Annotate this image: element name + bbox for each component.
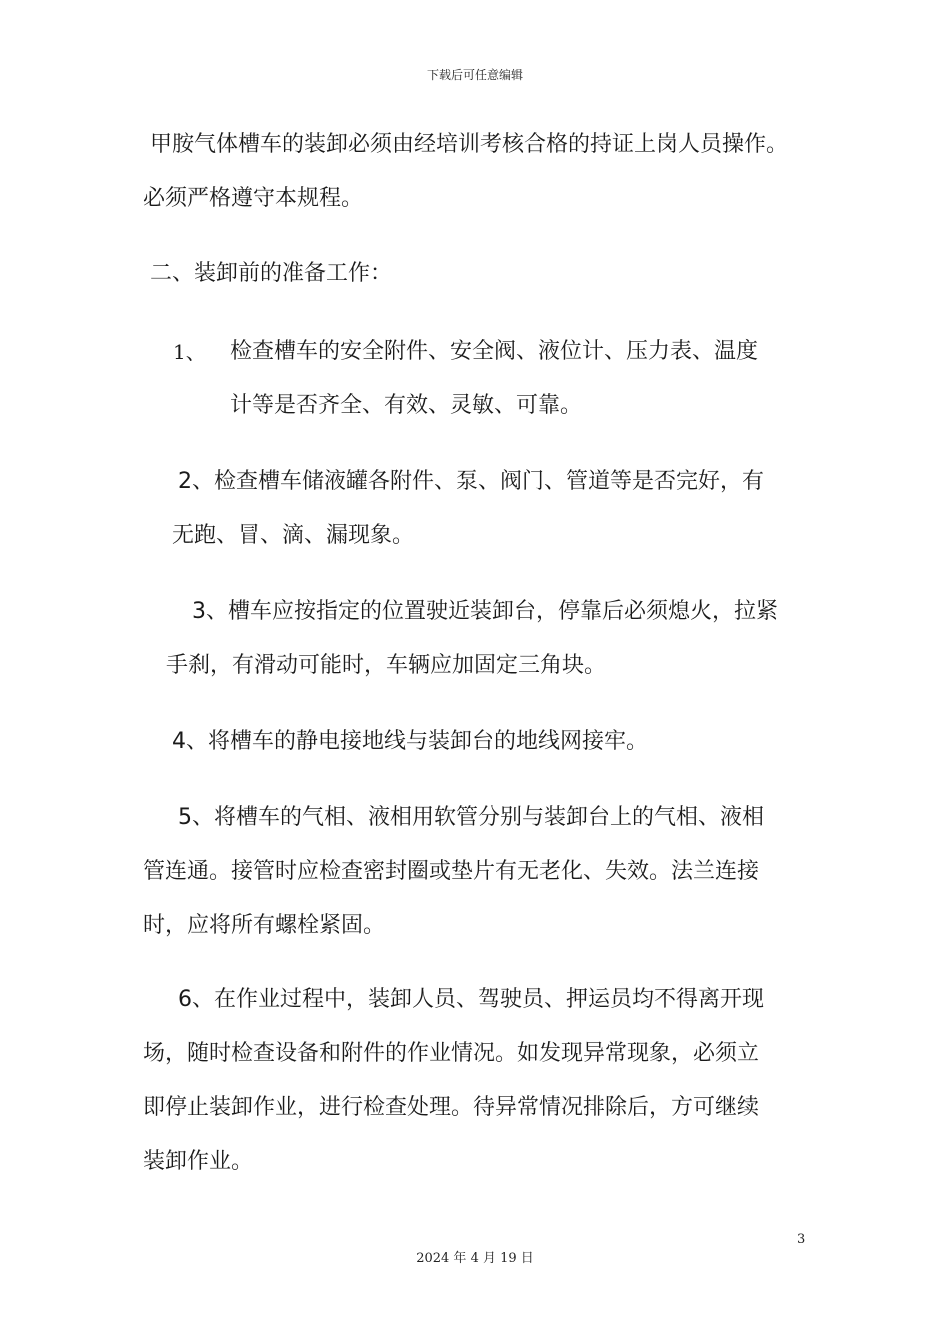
list-item-1-line-2: 计等是否齐全、有效、灵敏、可靠。 (230, 393, 583, 418)
list-item-6-line-3: 即停止装卸作业，进行检查处理。待异常情况排除后，方可继续 (143, 1095, 760, 1120)
list-item-5-line-3: 时，应将所有螺栓紧固。 (143, 913, 386, 938)
list-item-5-line-1: 5、将槽车的气相、液相用软管分别与装卸台上的气相、液相 (178, 805, 764, 830)
list-item-5-line-2: 管连通。接管时应检查密封圈或垫片有无老化、失效。法兰连接 (143, 859, 760, 884)
list-item-2-line-1: 2、检查槽车储液罐各附件、泵、阀门、管道等是否完好，有 (178, 469, 764, 494)
list-item-6-line-1: 6、在作业过程中，装卸人员、驾驶员、押运员均不得离开现 (178, 987, 764, 1012)
page-number: 3 (797, 1232, 806, 1247)
list-item-2-line-2: 无跑、冒、滴、漏现象。 (172, 523, 415, 548)
list-item-1-number: 1、 (173, 340, 206, 364)
intro-paragraph-line-2: 必须严格遵守本规程。 (143, 186, 364, 211)
list-item-3-line-2: 手刹，有滑动可能时，车辆应加固定三角块。 (166, 653, 607, 678)
footer-date: 2024 年 4 月 19 日 (416, 1251, 534, 1266)
intro-paragraph-line-1: 甲胺气体槽车的装卸必须由经培训考核合格的持证上岗人员操作。 (150, 132, 789, 157)
list-item-6-line-4: 装卸作业。 (143, 1149, 254, 1174)
list-item-6-line-2: 场，随时检查设备和附件的作业情况。如发现异常现象，必须立 (143, 1041, 760, 1066)
list-item-4-line-1: 4、将槽车的静电接地线与装卸台的地线网接牢。 (172, 729, 648, 754)
list-item-3-line-1: 3、槽车应按指定的位置驶近装卸台，停靠后必须熄火，拉紧 (192, 599, 778, 624)
list-item-1-line-1: 检查槽车的安全附件、安全阀、液位计、压力表、温度 (230, 339, 759, 364)
page-header: 下载后可任意编辑 (426, 68, 523, 82)
section-heading: 二、装卸前的准备工作： (150, 261, 393, 286)
